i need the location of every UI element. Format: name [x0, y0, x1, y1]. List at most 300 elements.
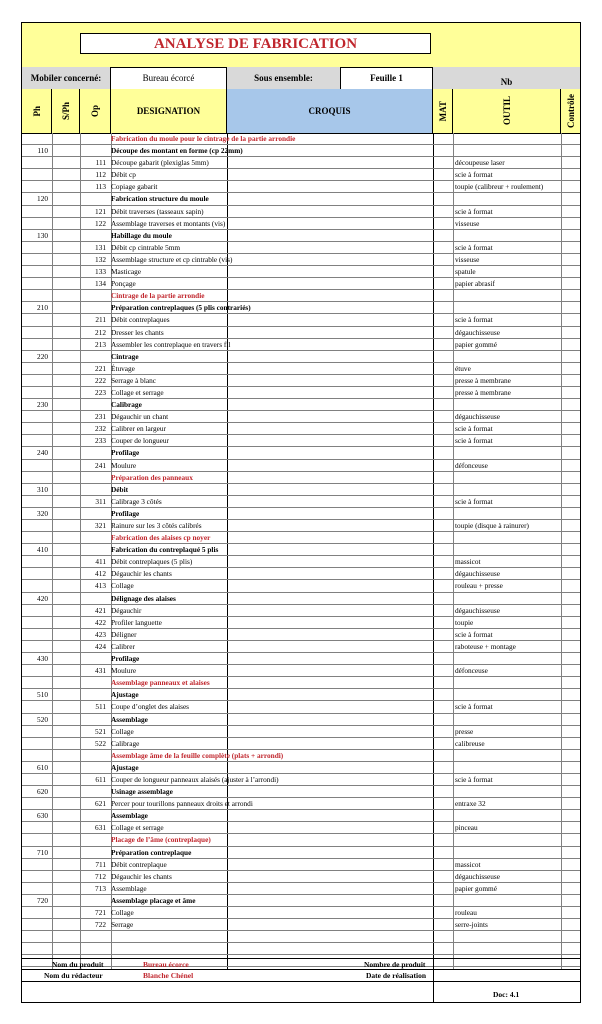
outil-text: presse à membrane — [455, 387, 511, 397]
mobilier-value: Bureau écorcé — [111, 67, 227, 89]
nombre-produit-label: Nombre de produit — [364, 960, 426, 969]
phase-number — [22, 423, 50, 434]
outil-text: dégauchisseuse — [455, 412, 500, 422]
designation-text: Habillage du moule — [111, 230, 172, 240]
table-row — [22, 218, 580, 230]
designation-text: Débit cp — [111, 170, 136, 180]
col-croquis: CROQUIS — [227, 89, 433, 133]
operation-number — [80, 593, 108, 604]
operation-number — [80, 677, 108, 688]
phase-number — [22, 629, 50, 640]
phase-number: 110 — [37, 146, 48, 156]
table-row — [22, 472, 580, 484]
designation-text: Préparation des panneaux — [111, 472, 193, 482]
designation-text: Dresser les chants — [111, 327, 164, 337]
table-row — [22, 242, 580, 254]
designation-text: Étuvage — [111, 363, 135, 373]
outil-text: dégauchisseuse — [455, 569, 500, 579]
phase-number: 210 — [37, 303, 48, 313]
operation-number: 121 — [95, 206, 106, 216]
operation-number: 631 — [95, 823, 106, 833]
outil-text: presse — [455, 726, 474, 736]
outil-text: raboteuse + montage — [455, 641, 516, 651]
table-row — [22, 375, 580, 387]
operation-number — [80, 351, 108, 362]
operation-number: 112 — [95, 170, 106, 180]
table-row — [22, 943, 580, 955]
operation-number: 213 — [95, 339, 106, 349]
operation-number: 522 — [95, 738, 106, 748]
operation-number — [80, 810, 108, 821]
designation-text: Fabrication des alaises cp noyer — [111, 533, 211, 543]
table-row — [22, 169, 580, 181]
operation-number: 122 — [95, 218, 106, 228]
designation-text: Débit contreplaques (5 plis) — [111, 557, 193, 567]
operation-number: 424 — [95, 641, 106, 651]
operation-number — [80, 447, 108, 458]
designation-text: Moulure — [111, 460, 137, 470]
operation-number — [80, 689, 108, 700]
designation-text: Ajustage — [111, 690, 139, 700]
table-row — [22, 653, 580, 665]
phase-number — [22, 133, 50, 144]
col-op: Op — [90, 104, 100, 117]
phase-number — [22, 580, 50, 591]
operation-number: 431 — [95, 666, 106, 676]
info-row — [22, 67, 580, 90]
phase-number — [22, 157, 50, 168]
phase-number — [22, 496, 50, 507]
operation-number: 321 — [95, 521, 106, 530]
phase-number: 630 — [37, 811, 48, 821]
designation-text: Collage et serrage — [111, 823, 164, 833]
outil-text: spatule — [455, 267, 476, 277]
table-row — [22, 762, 580, 774]
designation-text: Couper de longueur panneaux alaisés (ajuster à l’arrondi) — [111, 774, 279, 784]
operation-number: 511 — [95, 702, 106, 712]
operations-table — [22, 133, 580, 967]
phase-number — [22, 726, 50, 737]
phase-number — [22, 532, 50, 543]
designation-text: Collage — [111, 726, 134, 736]
designation-text: Assemblage — [111, 811, 148, 821]
ensemble-label: Sous ensemble: — [227, 67, 341, 89]
outil-text: scie à format — [455, 424, 493, 434]
table-row — [22, 617, 580, 629]
phase-number: 120 — [37, 194, 48, 204]
table-row — [22, 157, 580, 169]
outil-text: dégauchisseuse — [455, 871, 500, 881]
phase-number — [22, 750, 50, 761]
operation-number — [80, 544, 108, 555]
mobilier-label: Mobiler concerné: — [22, 67, 111, 89]
phase-number: 230 — [37, 400, 48, 410]
table-row — [22, 351, 580, 363]
redacteur-label: Nom du rédacteur — [44, 971, 103, 980]
designation-text: Débit contreplaque — [111, 859, 167, 869]
table-row — [22, 907, 580, 919]
phase-number: 720 — [37, 895, 48, 905]
table-row — [22, 423, 580, 435]
designation-text: Serrage — [111, 920, 134, 930]
designation-text: Profiler languette — [111, 617, 162, 627]
table-row — [22, 327, 580, 339]
phase-number — [22, 943, 50, 954]
outil-text: scie à format — [455, 629, 493, 639]
operation-number: 711 — [95, 859, 106, 869]
operation-number: 221 — [95, 363, 106, 373]
operation-number: 111 — [95, 158, 106, 168]
phase-number — [22, 774, 50, 785]
phase-number — [22, 363, 50, 374]
phase-number — [22, 520, 50, 531]
designation-text: Assemblage — [111, 883, 147, 893]
table-row — [22, 508, 580, 520]
outil-text: toupie — [455, 617, 474, 627]
operation-number: 421 — [95, 605, 106, 615]
operation-number — [80, 484, 108, 495]
operation-number: 231 — [95, 412, 106, 422]
operation-number — [80, 786, 108, 797]
phase-number — [22, 242, 50, 253]
designation-text: Délignage des alaises — [111, 593, 176, 603]
table-row — [22, 484, 580, 496]
operation-number — [80, 193, 108, 204]
table-row — [22, 726, 580, 738]
table-row — [22, 133, 580, 145]
operation-number — [80, 302, 108, 313]
phase-number: 710 — [37, 847, 48, 857]
outil-text: scie à format — [455, 774, 493, 784]
table-row — [22, 290, 580, 302]
table-row — [22, 701, 580, 713]
table-row — [22, 859, 580, 871]
table-row — [22, 822, 580, 834]
designation-text: Assemblage structure et cp cintrable (vis) — [111, 254, 233, 264]
col-ph: Ph — [31, 105, 42, 117]
table-row — [22, 786, 580, 798]
phase-number — [22, 375, 50, 386]
phase-number: 420 — [37, 593, 48, 603]
designation-text: Calibrer — [111, 641, 135, 651]
operation-number — [80, 230, 108, 241]
operation-number — [80, 532, 108, 543]
operation-number: 611 — [95, 774, 106, 784]
phase-number — [22, 387, 50, 398]
table-row — [22, 399, 580, 411]
outil-text: scie à format — [455, 242, 493, 252]
designation-text: Calibrage 3 côtés — [111, 496, 162, 506]
col-sph: S/Ph — [60, 101, 71, 120]
phase-number — [22, 556, 50, 567]
outil-text: dégauchisseuse — [455, 605, 500, 615]
outil-text: entraxe 32 — [455, 799, 486, 809]
operation-number: 413 — [95, 581, 106, 591]
designation-text: Débit traverses (tasseaux sapin) — [111, 206, 204, 216]
phase-number — [22, 641, 50, 652]
table-row — [22, 302, 580, 314]
table-row — [22, 629, 580, 641]
operation-number: 721 — [95, 908, 106, 917]
outil-text: rouleau — [455, 908, 477, 917]
col-mat: MAT — [437, 100, 448, 122]
phase-number: 240 — [37, 448, 48, 458]
phase-number — [22, 278, 50, 289]
phase-number — [22, 617, 50, 628]
operation-number: 412 — [95, 569, 106, 579]
table-row — [22, 206, 580, 218]
operation-number: 423 — [95, 629, 106, 639]
doc-number: Doc: 4.1 — [493, 990, 520, 999]
table-row — [22, 496, 580, 508]
phase-number — [22, 314, 50, 325]
operation-number: 713 — [95, 883, 106, 893]
operation-number — [80, 834, 108, 845]
phase-number — [22, 290, 50, 301]
designation-text: Rainure sur les 3 côtés calibrés — [111, 521, 202, 530]
phase-number: 320 — [37, 508, 48, 518]
phase-number — [22, 411, 50, 422]
operation-number: 232 — [95, 424, 106, 434]
operation-number — [80, 290, 108, 301]
designation-text: Profilage — [111, 448, 140, 458]
outil-text: découpeuse laser — [455, 158, 505, 168]
outil-text: scie à format — [455, 170, 493, 180]
col-outil: OUTIL — [501, 96, 512, 126]
outil-text: défonceuse — [455, 666, 488, 676]
designation-text: Usinage assemblage — [111, 787, 173, 797]
operation-number: 223 — [95, 387, 106, 397]
operation-number — [80, 714, 108, 725]
designation-text: Collage — [111, 581, 134, 591]
outil-text: défonceuse — [455, 460, 488, 470]
phase-number — [22, 919, 50, 930]
phase-number — [22, 472, 50, 483]
designation-text: Cintrage — [111, 351, 139, 361]
operation-number: 521 — [95, 726, 106, 736]
phase-number — [22, 907, 50, 918]
table-row — [22, 314, 580, 326]
fabrication-sheet — [21, 22, 581, 1003]
phase-number: 430 — [37, 654, 48, 664]
table-row — [22, 593, 580, 605]
table-row — [22, 145, 580, 157]
designation-text: Préparation contreplaques (5 plis contrariés) — [111, 303, 251, 313]
operation-number — [80, 472, 108, 483]
designation-text: Préparation contreplaque — [111, 847, 192, 857]
col-controle: Contrôle — [565, 94, 576, 128]
designation-text: Débit contreplaques — [111, 315, 170, 325]
phase-number: 130 — [37, 230, 48, 240]
phase-number — [22, 798, 50, 809]
phase-number — [22, 859, 50, 870]
table-row — [22, 847, 580, 859]
operation-number: 411 — [95, 557, 106, 567]
designation-text: Découpe des montant en forme (cp 22mm) — [111, 146, 243, 156]
operation-number: 422 — [95, 617, 106, 627]
table-row — [22, 641, 580, 653]
designation-text: Moulure — [111, 666, 137, 676]
page-title: ANALYSE DE FABRICATION — [80, 33, 431, 54]
phase-number — [22, 665, 50, 676]
designation-text: Assemblage panneaux et alaises — [111, 678, 210, 688]
outil-text: presse à membrane — [455, 375, 511, 385]
phase-number — [22, 460, 50, 471]
outil-text: rouleau + presse — [455, 581, 503, 591]
phase-number — [22, 169, 50, 180]
operation-number: 241 — [95, 460, 106, 470]
operation-number: 222 — [95, 375, 106, 385]
phase-number: 610 — [37, 762, 48, 772]
phase-number — [22, 605, 50, 616]
phase-number — [22, 738, 50, 749]
designation-text: Ajustage — [111, 762, 139, 772]
designation-text: Dégauchir les chants — [111, 871, 172, 881]
table-row — [22, 544, 580, 556]
operation-number: 311 — [95, 496, 106, 506]
header-band — [22, 23, 580, 68]
table-row — [22, 266, 580, 278]
date-label: Date de réalisation — [366, 971, 426, 980]
footer-product-row — [22, 958, 580, 970]
table-row — [22, 278, 580, 290]
phase-number — [22, 181, 50, 192]
table-row — [22, 580, 580, 592]
outil-text: toupie (disque à rainurer) — [455, 521, 529, 530]
operation-number — [80, 145, 108, 156]
table-row — [22, 871, 580, 883]
table-row — [22, 339, 580, 351]
outil-text: dégauchisseuse — [455, 327, 500, 337]
outil-text: scie à format — [455, 436, 493, 446]
phase-number: 520 — [37, 714, 48, 724]
table-row — [22, 193, 580, 205]
table-row — [22, 435, 580, 447]
table-row — [22, 181, 580, 193]
designation-text: Serrage à blanc — [111, 375, 156, 385]
designation-text: Fabrication du contreplaqué 5 plis — [111, 545, 219, 555]
table-row — [22, 387, 580, 399]
nb-label: Nb — [433, 67, 580, 89]
operation-number: 211 — [95, 315, 106, 325]
table-row — [22, 520, 580, 532]
table-row — [22, 834, 580, 846]
designation-text: Cintrage de la partie arrondie — [111, 291, 205, 301]
phase-number — [22, 218, 50, 229]
operation-number: 233 — [95, 436, 106, 446]
designation-text: Calibrage — [111, 738, 140, 748]
designation-text: Placage de l’âme (contreplaque) — [111, 835, 211, 845]
operation-number — [80, 750, 108, 761]
phase-number — [22, 327, 50, 338]
outil-text: visseuse — [455, 218, 480, 228]
phase-number — [22, 206, 50, 217]
outil-text: calibreuse — [455, 738, 485, 748]
phase-number — [22, 931, 50, 942]
table-row — [22, 750, 580, 762]
designation-text: Calibrage — [111, 400, 142, 410]
phase-number — [22, 266, 50, 277]
table-row — [22, 254, 580, 266]
outil-text: pinceau — [455, 823, 478, 833]
operation-number — [80, 762, 108, 773]
operation-number: 621 — [95, 799, 106, 809]
designation-text: Débit — [111, 484, 129, 494]
table-row — [22, 447, 580, 459]
phase-number: 220 — [37, 351, 48, 361]
designation-text: Dégauchir les chants — [111, 569, 172, 579]
outil-text: toupie (calibreur + roulement) — [455, 182, 544, 192]
table-row — [22, 919, 580, 931]
table-row — [22, 895, 580, 907]
table-row — [22, 883, 580, 895]
designation-text: Assemblage — [111, 714, 148, 724]
table-row — [22, 931, 580, 943]
outil-text: scie à format — [455, 206, 493, 216]
designation-text: Fabrication du moule pour le cintrage de la partie arrondie — [111, 134, 296, 143]
designation-text: Dégauchir — [111, 605, 142, 615]
phase-number — [22, 834, 50, 845]
operation-number: 131 — [95, 242, 106, 252]
designation-text: Couper de longueur — [111, 436, 169, 446]
table-row — [22, 714, 580, 726]
designation-text: Calibrer en largeur — [111, 424, 166, 434]
outil-text: scie à format — [455, 702, 493, 712]
operation-number: 134 — [95, 279, 106, 289]
outil-text: scie à format — [455, 315, 493, 325]
designation-text: Découpe gabarit (plexiglas 5mm) — [111, 158, 209, 168]
operation-number — [80, 508, 108, 519]
designation-text: Fabrication structure du moule — [111, 194, 209, 204]
footer-author-row — [22, 970, 580, 982]
operation-number — [80, 133, 108, 144]
table-row — [22, 774, 580, 786]
table-row — [22, 230, 580, 242]
designation-text: Profilage — [111, 654, 140, 664]
table-row — [22, 810, 580, 822]
operation-number — [80, 653, 108, 664]
designation-text: Percer pour tourillons panneaux droits et arrondi — [111, 799, 253, 809]
phase-number — [22, 254, 50, 265]
outil-text: scie à format — [455, 496, 493, 506]
designation-text: Assembler les contreplaque en travers fil — [111, 339, 231, 349]
table-row — [22, 460, 580, 472]
operation-number: 712 — [95, 871, 106, 881]
designation-text: Profilage — [111, 508, 140, 518]
table-row — [22, 677, 580, 689]
designation-text: Assemblage placage et âme — [111, 895, 196, 905]
phase-number: 410 — [37, 545, 48, 555]
outil-text: papier gommé — [455, 883, 497, 893]
table-row — [22, 665, 580, 677]
designation-text: Masticage — [111, 267, 141, 277]
designation-text: Déligner — [111, 629, 137, 639]
nom-produit-label: Nom du produit — [52, 960, 104, 969]
operation-number: 722 — [95, 920, 106, 930]
phase-number: 620 — [37, 787, 48, 797]
phase-number — [22, 677, 50, 688]
outil-text: papier abrasif — [455, 279, 495, 289]
designation-text: Assemblage âme de la feuille complète (plats + arrondi) — [111, 750, 284, 760]
table-row — [22, 689, 580, 701]
outil-text: massicot — [455, 859, 481, 869]
designation-text: Ponçage — [111, 279, 136, 289]
designation-text: Collage et serrage — [111, 387, 164, 397]
col-designation: DESIGNATION — [111, 89, 227, 133]
outil-text: visseuse — [455, 254, 480, 264]
nom-produit-value: Bureau écorce — [143, 960, 189, 969]
operation-number: 132 — [95, 254, 106, 264]
